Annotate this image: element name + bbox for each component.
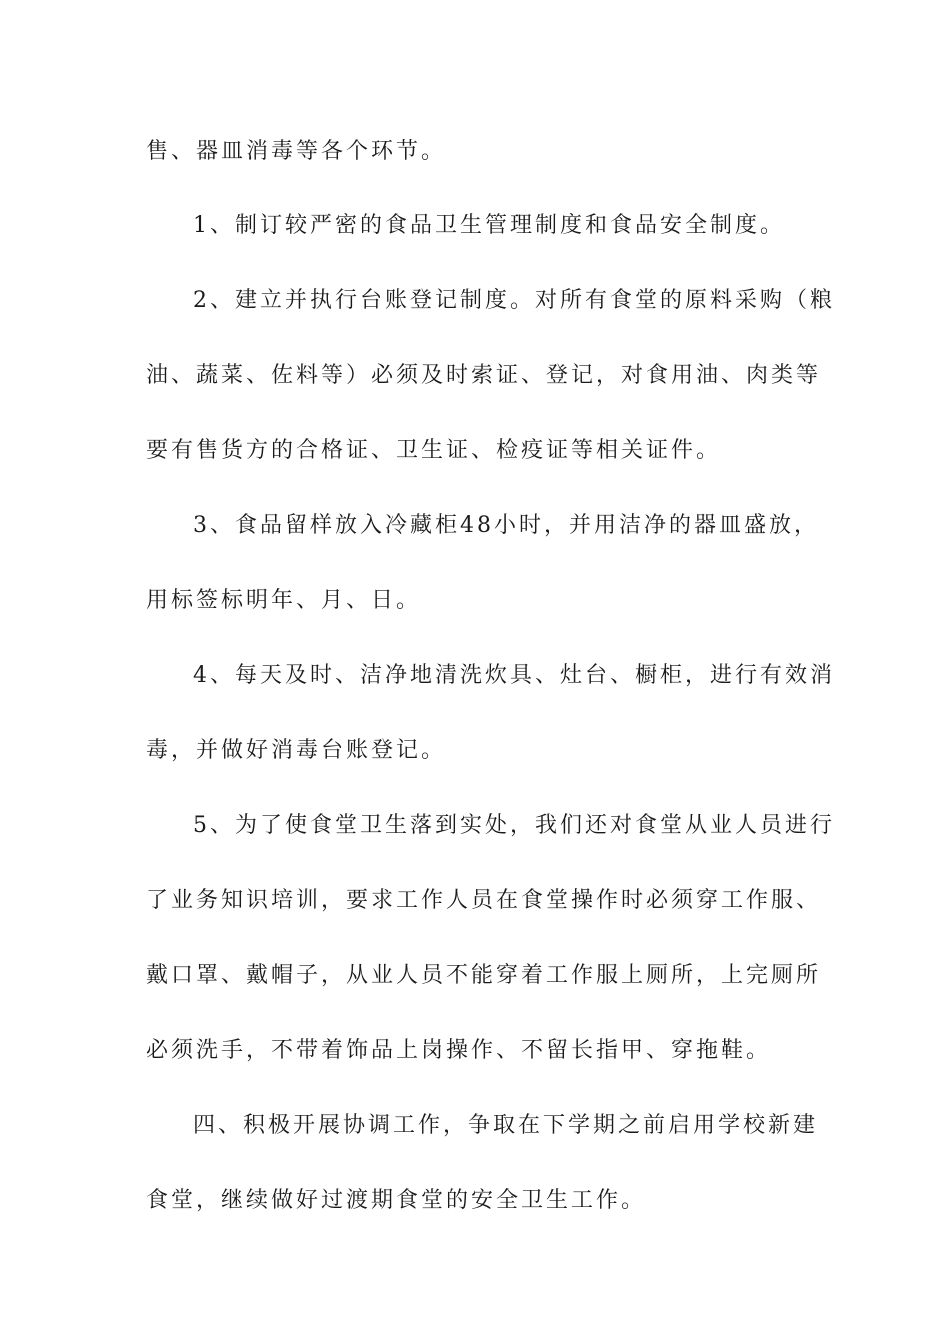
text-line: 用标签标明年、月、日。 [146, 588, 422, 613]
text-line: 售、器皿消毒等各个环节。 [146, 139, 447, 164]
text-line: 要有售货方的合格证、卫生证、检疫证等相关证件。 [146, 438, 722, 463]
text-line: 油、蔬菜、佐料等）必须及时索证、登记，对食用油、肉类等 [146, 363, 822, 388]
text-line: 4、每天及时、洁净地清洗炊具、灶台、橱柜，进行有效消 [193, 663, 835, 688]
text-line: 毒，并做好消毒台账登记。 [146, 738, 447, 763]
text-line: 3、食品留样放入冷藏柜48小时，并用洁净的器皿盛放， [193, 513, 819, 538]
text-line: 5、为了使食堂卫生落到实处，我们还对食堂从业人员进行 [193, 813, 835, 838]
text-line: 了业务知识培训，要求工作人员在食堂操作时必须穿工作服、 [146, 888, 822, 913]
text-line: 必须洗手，不带着饰品上岗操作、不留长指甲、穿拖鞋。 [146, 1038, 772, 1063]
text-line: 1、制订较严密的食品卫生管理制度和食品安全制度。 [193, 213, 785, 238]
text-line: 戴口罩、戴帽子，从业人员不能穿着工作服上厕所，上完厕所 [146, 963, 822, 988]
text-line: 四、积极开展协调工作，争取在下学期之前启用学校新建 [193, 1113, 819, 1138]
text-line: 食堂，继续做好过渡期食堂的安全卫生工作。 [146, 1188, 647, 1213]
text-line: 2、建立并执行台账登记制度。对所有食堂的原料采购（粮 [193, 288, 835, 313]
